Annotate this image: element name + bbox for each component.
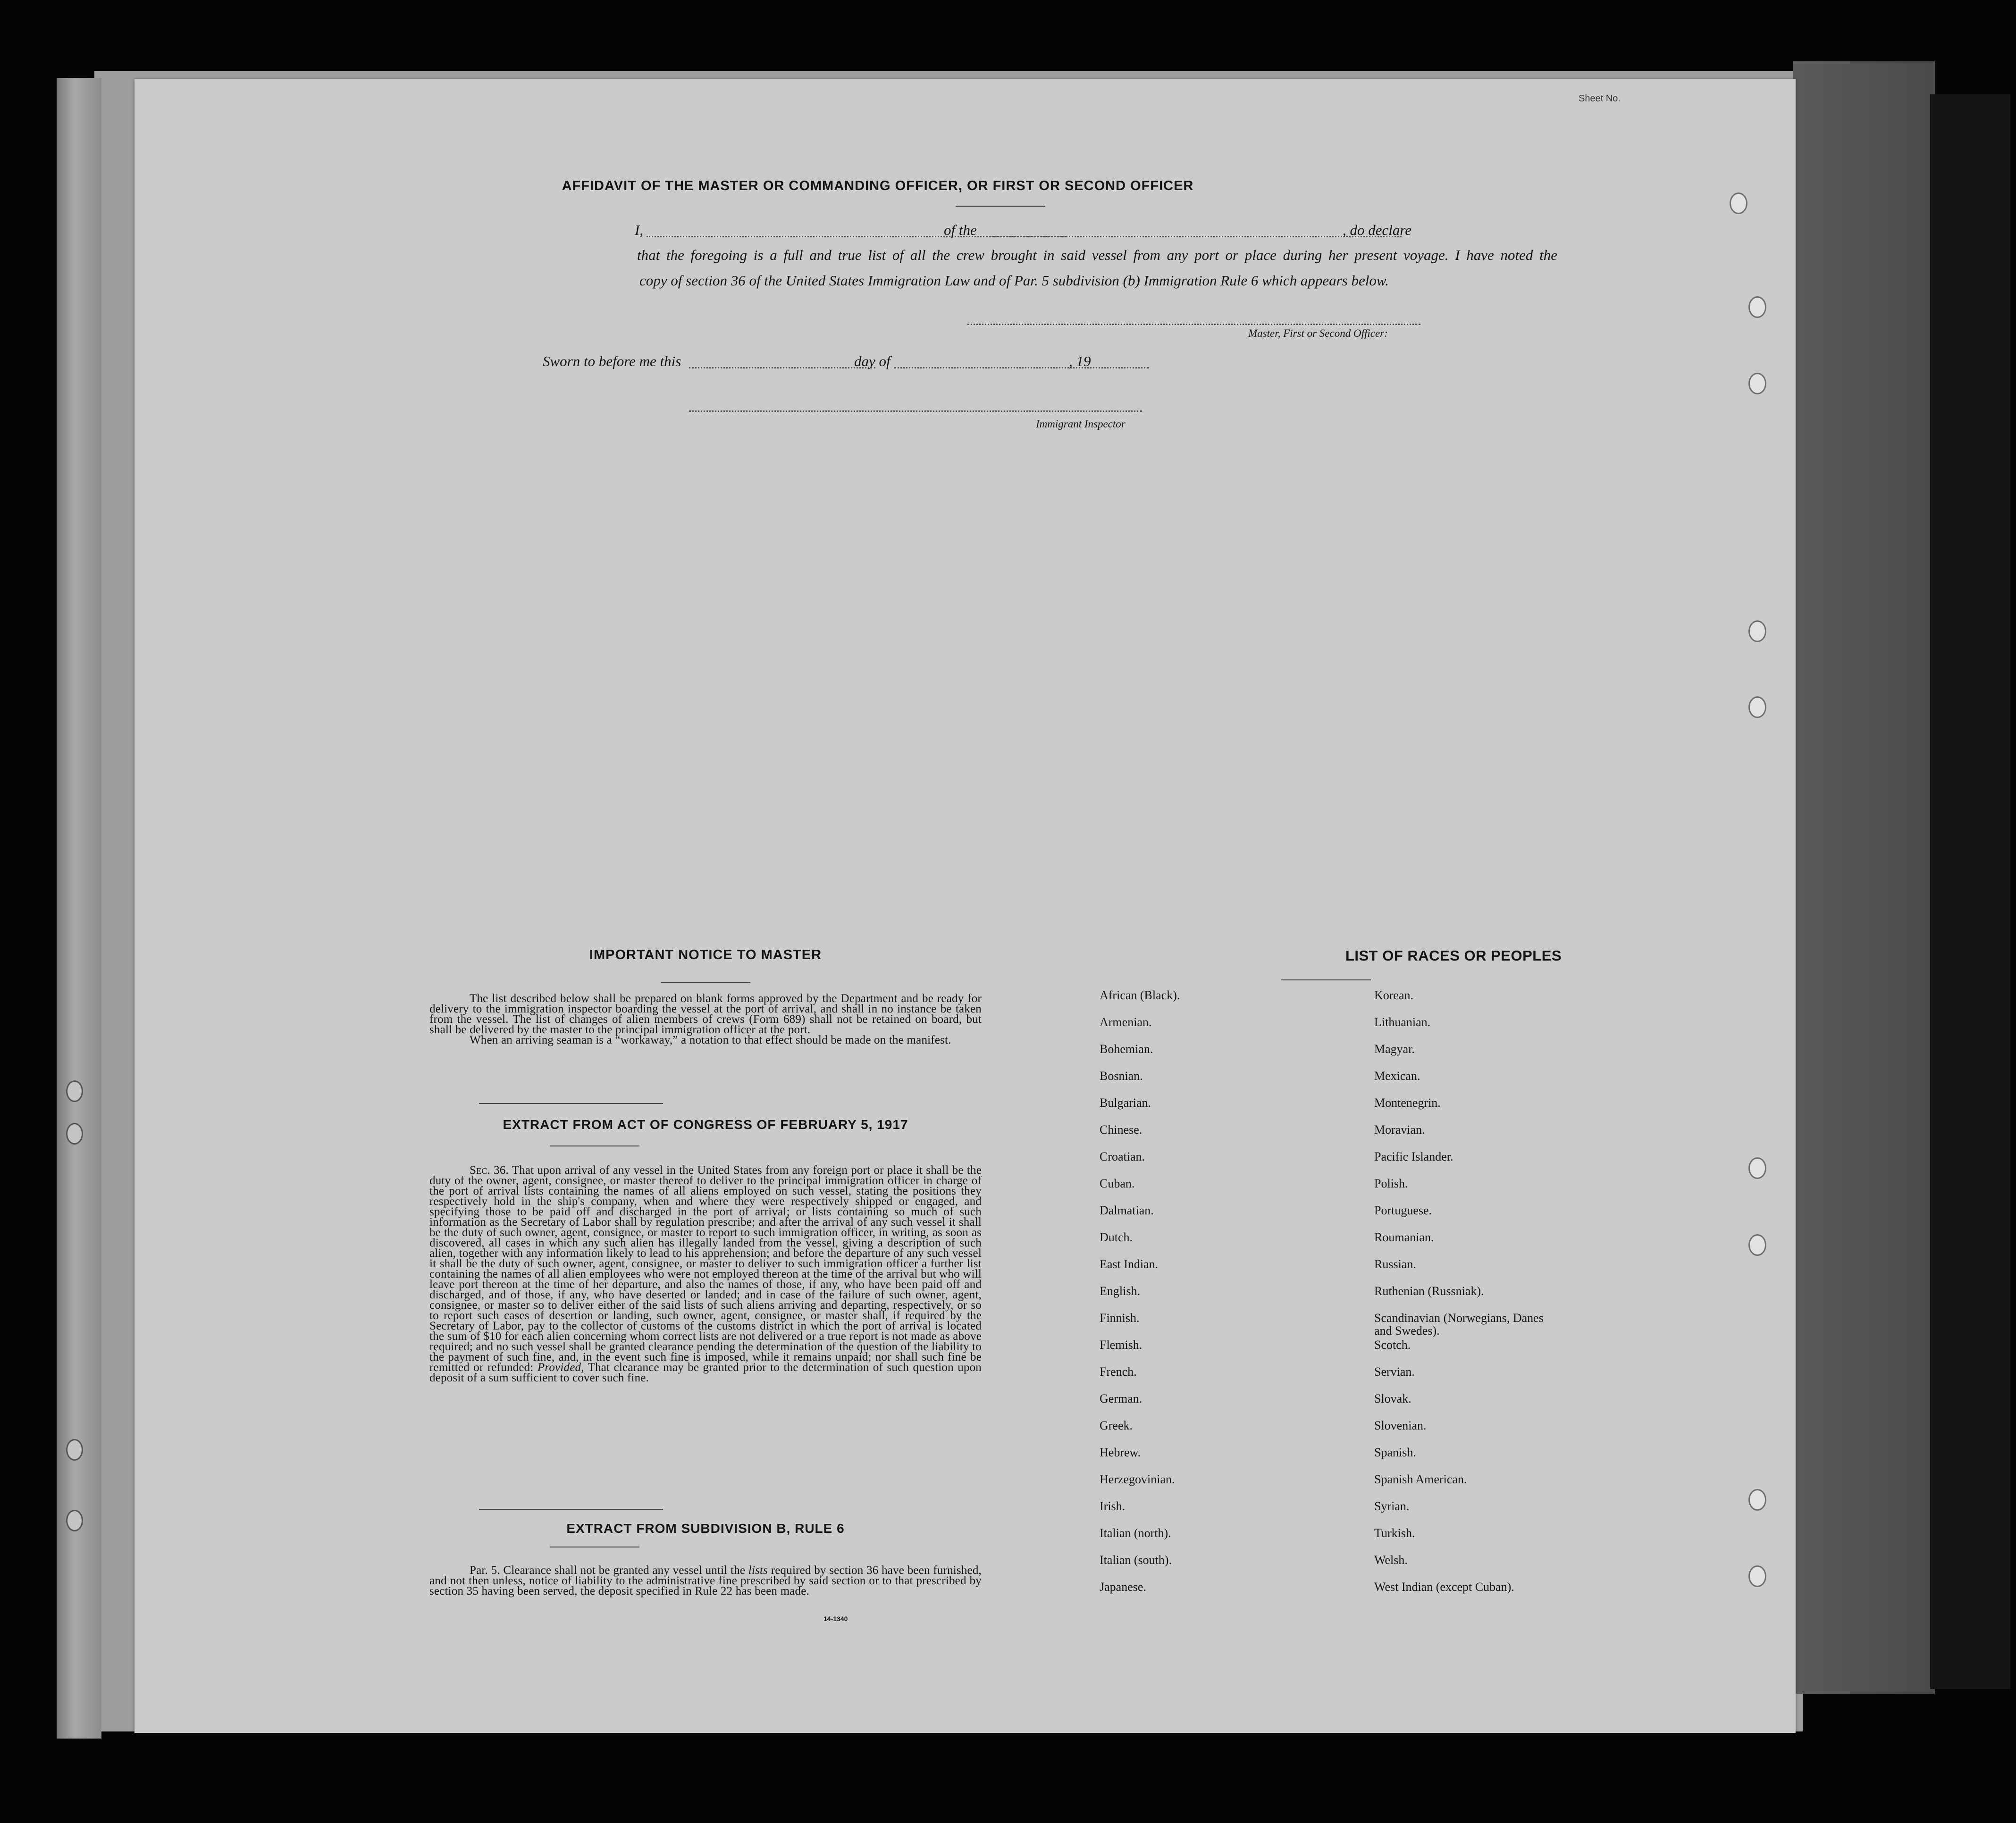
- race-item: Moravian.: [1374, 1123, 1425, 1137]
- race-item: African (Black).: [1100, 988, 1180, 1002]
- punch-hole: [1748, 620, 1766, 642]
- punch-hole: [1748, 696, 1766, 718]
- rule-text-b: required by section 36 have been furnished, and not then unless, notice of liability to the administrative fine prescribed by said section or to that prescribed by section 35 having been served, the deposit specified in Rule 22 has been made.: [429, 1564, 982, 1597]
- inspector-label: Immigrant Inspector: [1036, 418, 1126, 430]
- race-item: Ruthenian (Russniak).: [1374, 1284, 1484, 1298]
- race-item: Welsh.: [1374, 1553, 1408, 1567]
- sworn-prefix: Sworn to before me this: [543, 353, 681, 369]
- sworn-month-blank[interactable]: [894, 367, 1149, 368]
- notice-paragraph-2: When an arriving seaman is a “workaway,” a notation to that effect should be made on the manifest.: [470, 1034, 951, 1046]
- race-item: Polish.: [1374, 1177, 1408, 1190]
- page-stack-edge: [1793, 61, 1935, 1694]
- binder-hole: [66, 1510, 83, 1531]
- punch-hole: [1748, 296, 1766, 318]
- race-item: Lithuanian.: [1374, 1015, 1431, 1029]
- section-label: Sec. 36.: [470, 1164, 509, 1177]
- sworn-year: , 19: [1069, 353, 1091, 369]
- form-page: [134, 79, 1796, 1733]
- notice-title-underline: [661, 982, 750, 983]
- punch-hole: [1730, 192, 1747, 214]
- race-item: Irish.: [1100, 1499, 1126, 1513]
- race-item: Italian (north).: [1100, 1526, 1171, 1540]
- extract-rule-title: EXTRACT FROM SUBDIVISION B, RULE 6: [566, 1521, 845, 1536]
- race-item: Italian (south).: [1100, 1553, 1172, 1567]
- extract-act-title: EXTRACT FROM ACT OF CONGRESS OF FEBRUARY 5, 1917: [503, 1117, 908, 1132]
- race-item: French.: [1100, 1365, 1137, 1379]
- race-item: Syrian.: [1374, 1499, 1410, 1513]
- section-36-text: That upon arrival of any vessel in the United States from any foreign port or place it shall be the duty of the owner, agent, consignee, or master thereof to deliver to the principal immigration officer in charge of the port of arrival lists containing the names of all aliens employed on such vessel, stating the positions they respectively hold in the ship's company, when and where they were respectively shipped or engaged, and specifying those to be paid off and discharged in the port of arrival; or lists containing so much of such information as the Secretary of Labor shall by regulation prescribe; and after the arrival of any such vessel it shall be the duty of such owner, agent, consignee, or master to report to such immigration officer, in writing, as soon as discovered, all cases in which any such alien has illegally landed from the vessel, giving a description of such alien, together with any information likely to lead to his apprehension; and before the departure of any such vessel it shall be the duty of such owner, agent, consignee, or master to deliver to such immigration officer a further list containing the names of all alien employees who were not employed thereon at the time of the arrival but who will leave port thereon at the time of her departure, and also the names of those, if any, who have been paid off and discharged, and of those, if any, who have deserted or landed; and in case of the failure of such owner, agent, consignee, or master so to deliver either of the said lists of such aliens arriving and departing, respectively, or so to report such cases of desertion or landing, such owner, agent, consignee, or master shall, if required by the Secretary of Labor, pay to the collector of customs of the customs district in which the port of arrival is located the sum of $10 for each alien concerning whom correct lists are not delivered or a true report is not made as above required; and no such vessel shall be granted clearance pending the determination of the question of the liability to the payment of such fine, and, in the event such fine is imposed, while it remains unpaid; nor shall such fine be remitted or refunded:: [429, 1164, 982, 1374]
- notice-paragraph-1: The list described below shall be prepared on blank forms approved by the Department and be ready for delivery to the immigration inspector boarding the vessel at the port of arrival, and shall in no instance be taken from the vessel. The list of changes of alien members of crews (Form 689) shall not be retained on board, but shall be delivered by the master to the principal immigration officer at the port.: [429, 992, 982, 1036]
- race-item: Bohemian.: [1100, 1042, 1153, 1056]
- races-title-underline: [1281, 979, 1371, 980]
- rule-lists-word: lists: [748, 1564, 768, 1577]
- affidavit-line-i: I,: [635, 222, 644, 238]
- race-item: Spanish American.: [1374, 1472, 1467, 1486]
- race-item: Finnish.: [1100, 1311, 1140, 1325]
- sworn-day-of: day of: [854, 353, 890, 369]
- binder-hole: [66, 1123, 83, 1145]
- race-item: West Indian (except Cuban).: [1374, 1580, 1514, 1594]
- title-underline: [956, 206, 1045, 207]
- race-item: Spanish.: [1374, 1446, 1416, 1459]
- race-item: Slovak.: [1374, 1392, 1411, 1405]
- race-item: Hebrew.: [1100, 1446, 1141, 1459]
- section-divider: [479, 1103, 663, 1104]
- punch-hole: [1748, 373, 1766, 394]
- race-item: Herzegovinian.: [1100, 1472, 1175, 1486]
- race-item: East Indian.: [1100, 1257, 1159, 1271]
- extract-act-body: [429, 1165, 982, 1383]
- binder-edge: [57, 78, 101, 1739]
- race-item: Portuguese.: [1374, 1204, 1432, 1217]
- affidavit-line-declare: , do declare: [1343, 222, 1412, 238]
- race-item: English.: [1100, 1284, 1140, 1298]
- affidavit-line-of-the: of the: [944, 222, 977, 238]
- race-item: Scandinavian (Norwegians, Danes and Swedes).: [1374, 1311, 1544, 1338]
- races-title: LIST OF RACES OR PEOPLES: [1345, 947, 1562, 964]
- race-item: Bosnian.: [1100, 1069, 1143, 1083]
- race-item: Dutch.: [1100, 1230, 1133, 1244]
- rule-text-a: Par. 5. Clearance shall not be granted any vessel until the: [470, 1564, 746, 1577]
- vessel-blank[interactable]: [986, 236, 1402, 237]
- notice-body: [429, 994, 982, 1045]
- signature-blank[interactable]: [967, 324, 1420, 325]
- sheet-number-label: Sheet No.: [1579, 93, 1621, 104]
- sworn-day-blank[interactable]: [689, 367, 875, 368]
- section-divider: [479, 1509, 663, 1510]
- race-item: Servian.: [1374, 1365, 1415, 1379]
- race-item: Japanese.: [1100, 1580, 1146, 1594]
- inspector-signature-blank[interactable]: [689, 410, 1142, 412]
- race-item: Scotch.: [1374, 1338, 1411, 1352]
- extract-rule-body: [429, 1565, 982, 1597]
- signature-label: Master, First or Second Officer:: [1248, 327, 1388, 339]
- punch-hole: [1748, 1565, 1766, 1587]
- race-item: German.: [1100, 1392, 1142, 1405]
- race-item: Dalmatian.: [1100, 1204, 1154, 1217]
- races-list-right: [1374, 989, 1558, 1607]
- race-item: Russian.: [1374, 1257, 1416, 1271]
- race-item: Chinese.: [1100, 1123, 1142, 1137]
- affidavit-line-3: copy of section 36 of the United States Immigration Law and of Par. 5 subdivision (b) Immigration Rule 6 which appears below.: [639, 272, 1389, 289]
- race-item: Korean.: [1374, 988, 1414, 1002]
- race-item: Greek.: [1100, 1419, 1133, 1432]
- races-list-left: [1100, 989, 1180, 1607]
- race-item: Flemish.: [1100, 1338, 1142, 1352]
- race-item: Pacific Islander.: [1374, 1150, 1453, 1163]
- affidavit-title: AFFIDAVIT OF THE MASTER OR COMMANDING OFFICER, OR FIRST OR SECOND OFFICER: [562, 178, 1194, 193]
- section-36-text-end: That clearance may be granted prior to the determination of such question upon deposit of a sum sufficient to cover such fine.: [429, 1361, 982, 1384]
- page-stack-shadow: [1930, 94, 2010, 1689]
- notice-title: IMPORTANT NOTICE TO MASTER: [589, 947, 822, 962]
- race-item: Bulgarian.: [1100, 1096, 1151, 1110]
- race-item: Turkish.: [1374, 1526, 1415, 1540]
- binder-hole: [66, 1439, 83, 1461]
- punch-hole: [1748, 1234, 1766, 1256]
- race-item: Slovenian.: [1374, 1419, 1427, 1432]
- provided-word: Provided,: [537, 1361, 584, 1374]
- affidavit-line-2: that the foregoing is a full and true list of all the crew brought in said vessel from any port or place during her present voyage. I have noted the: [637, 247, 1557, 263]
- form-number: 14-1340: [823, 1615, 848, 1622]
- binder-hole: [66, 1080, 83, 1102]
- race-item: Armenian.: [1100, 1015, 1152, 1029]
- punch-hole: [1748, 1157, 1766, 1179]
- race-item: Mexican.: [1374, 1069, 1420, 1083]
- race-item: Montenegrin.: [1374, 1096, 1441, 1110]
- punch-hole: [1748, 1489, 1766, 1511]
- race-item: Magyar.: [1374, 1042, 1415, 1056]
- race-item: Cuban.: [1100, 1177, 1135, 1190]
- race-item: Croatian.: [1100, 1150, 1145, 1163]
- race-item: Roumanian.: [1374, 1230, 1434, 1244]
